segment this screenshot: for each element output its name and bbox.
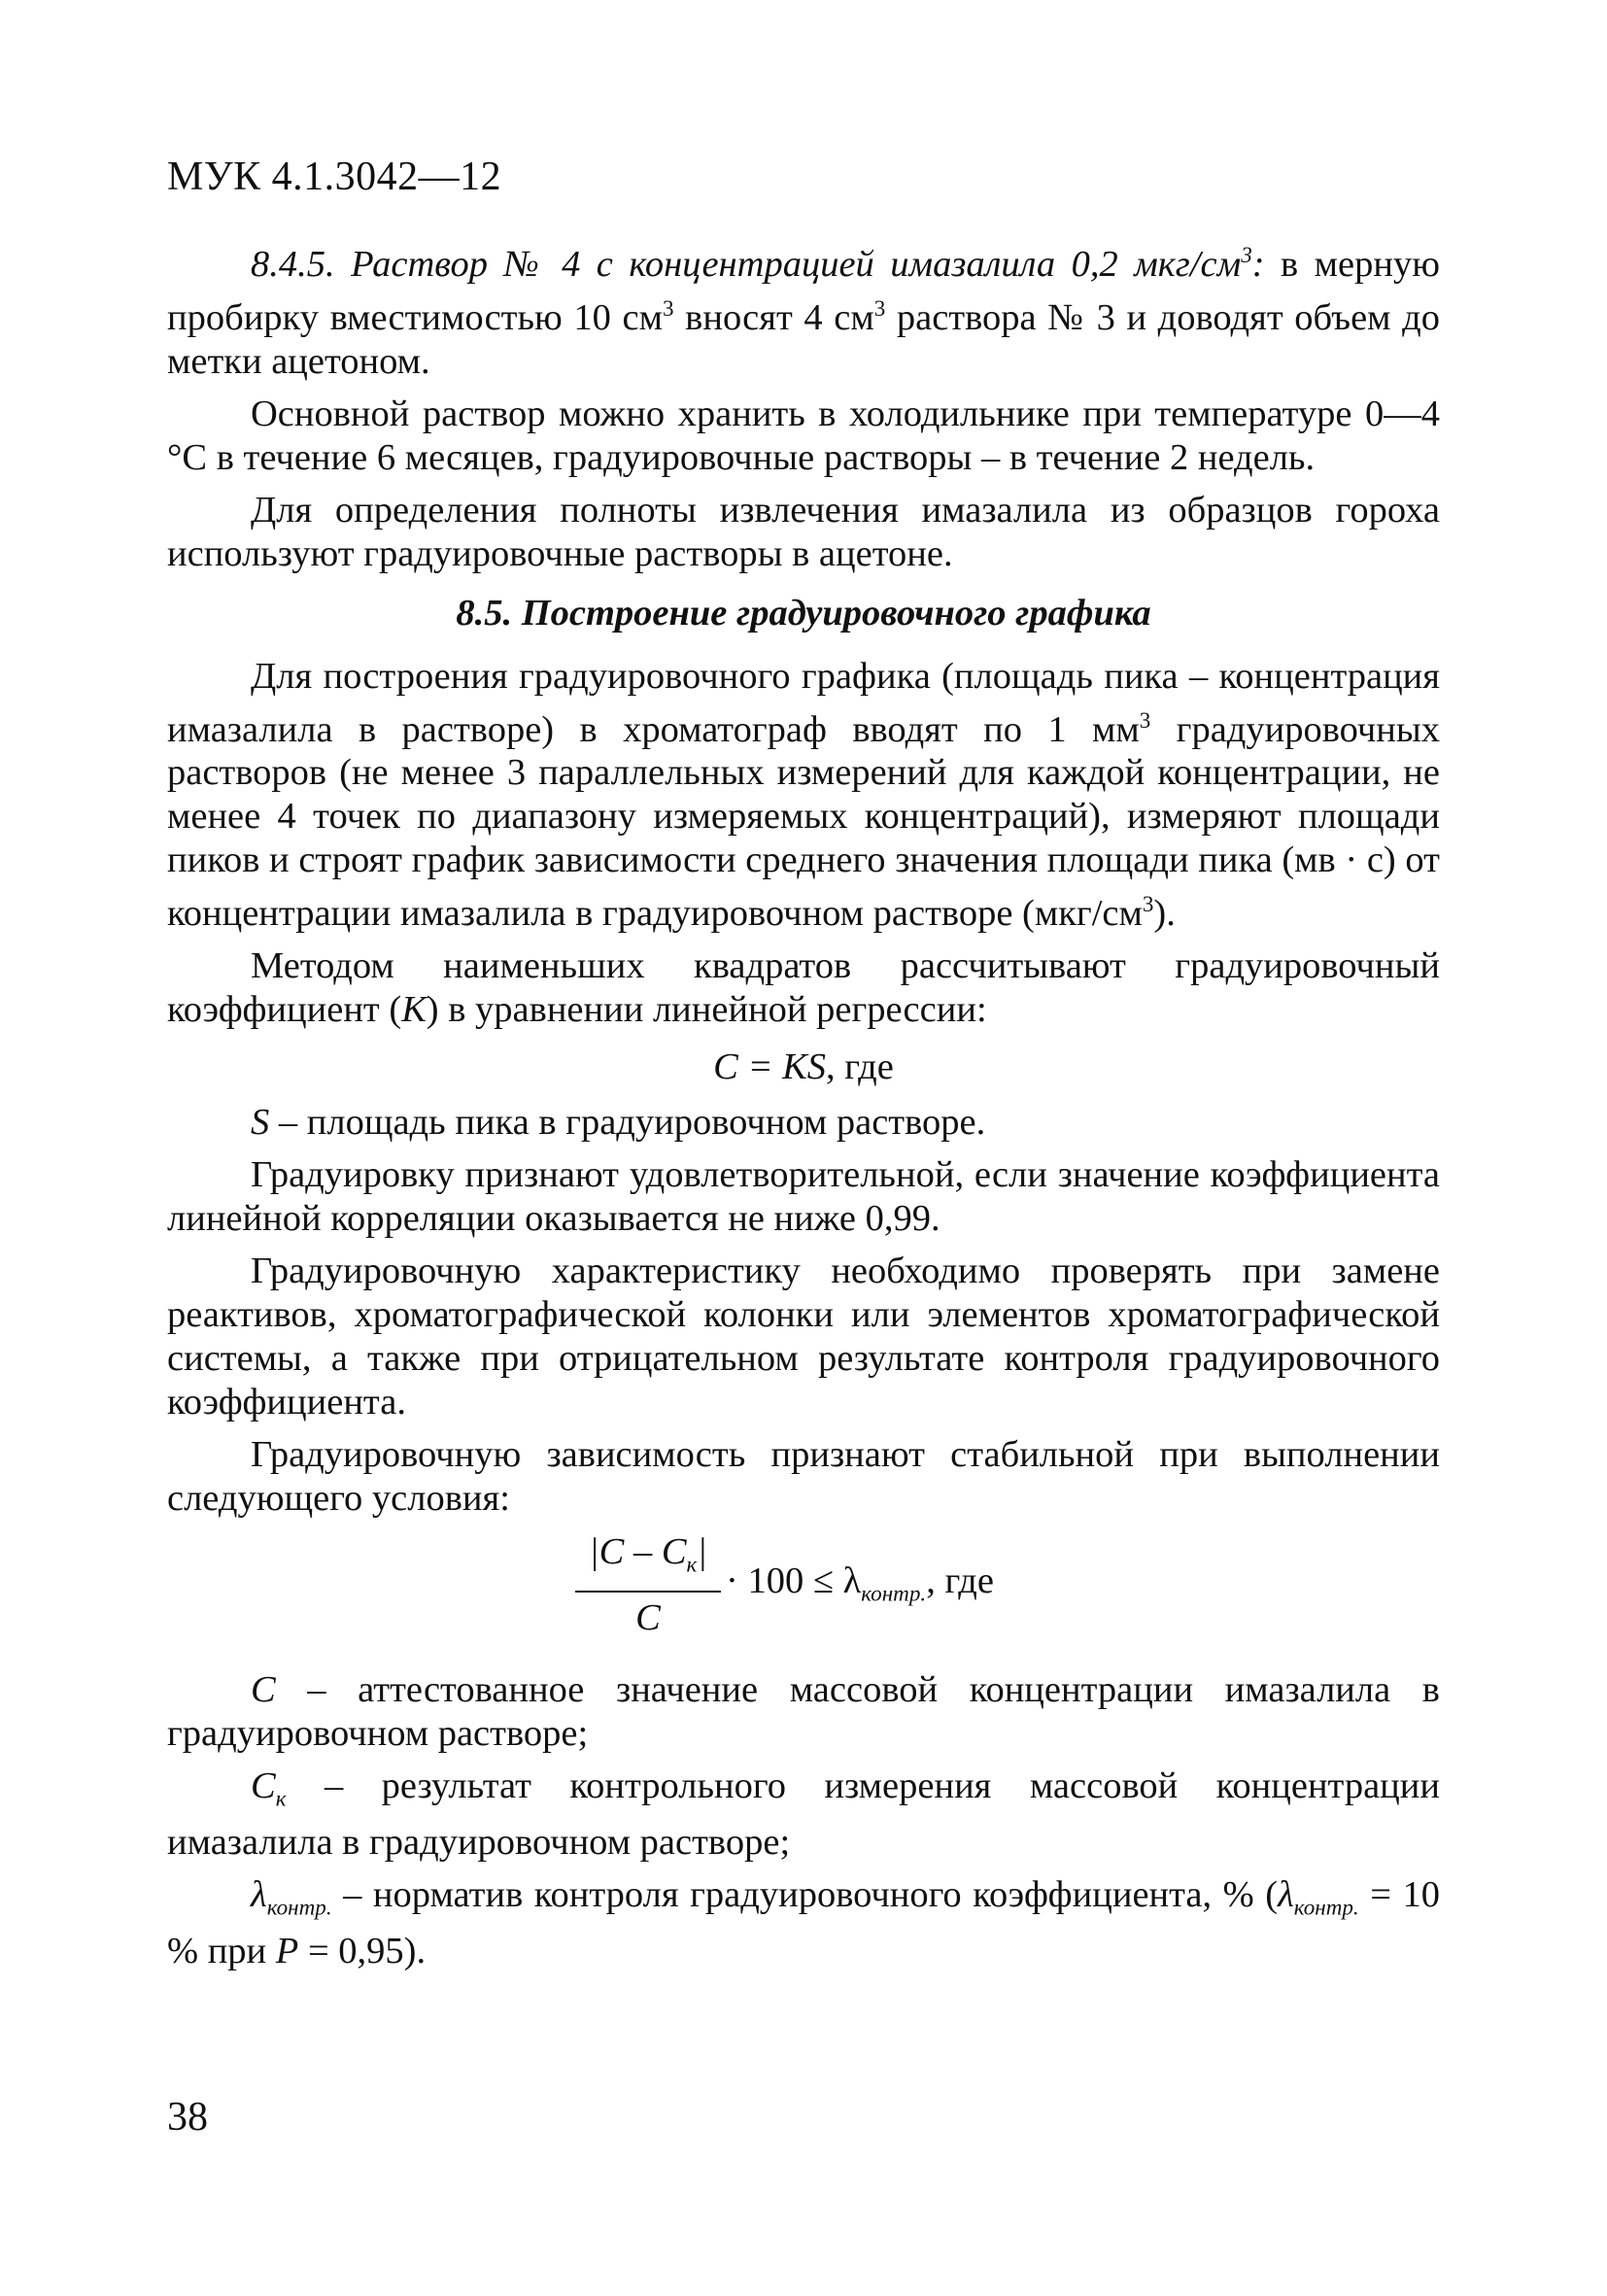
- solution-4-title: 8.4.5. Раствор № 4 с концентрацией имазалила 0,2 мкг/$см^3$:: [251, 242, 1265, 285]
- definition-ck: $С_к$ – результат контрольного измерения массовой концентрации имазалила в градуировочном растворе;: [167, 1765, 1440, 1863]
- page-body: [167, 233, 1440, 1982]
- fraction: [575, 1530, 721, 1640]
- paragraph-least-squares: Методом наименьших квадратов рассчитывают градуировочный коэффициент (К) в уравнении линейной регрессии:: [167, 945, 1440, 1031]
- paragraph-calibration-plot: Для построения градуировочного графика (площадь пика – концентрация имазалила в растворе) в хроматограф вводят по 1 $мм^3$ градуировочных растворов (не менее 3 параллельных измерений для каждой концентрации, не менее 4 точек по диапазону измеряемых концентраций), измеряют площади пиков и строят график зависимости среднего значения площади пика (мв · с) от концентрации имазалила в градуировочном растворе $(мкг/см^3)$.: [167, 655, 1441, 935]
- document-code-header: МУК 4.1.3042—12: [167, 154, 502, 199]
- definition-c: С – аттестованное значение массовой концентрации имазалила в градуировочном растворе;: [167, 1669, 1440, 1755]
- section-heading: 8.5. Построение градуировочного графика: [456, 592, 1151, 634]
- equation-stability: [167, 1530, 1440, 1647]
- fraction-numerator: $|C - C_к|$: [575, 1530, 721, 1593]
- paragraph-s-definition: S – площадь пика в градуировочном растворе.: [251, 1102, 986, 1144]
- paragraph-solution-4: 8.4.5. Раствор № 4 с концентрацией имазалила 0,2 мкг/$см^3$: в мерную пробирку вместимостью 10 $см^3$ вносят 4 $см^3$ раствора № 3 и доводят объем до метки ацетоном.: [167, 242, 1441, 382]
- equation-rhs: · $100 \le \lambda_{контр.}$, где: [726, 1560, 994, 1606]
- equation-regression: C = KS, где: [713, 1046, 894, 1088]
- paragraph-recovery: Для определения полноты извлечения имазалила из образцов гороха используют градуировочные растворы в ацетоне.: [167, 489, 1440, 574]
- paragraph-correlation: Градуировку признают удовлетворительной, если значение коэффициента линейной корреляции оказывается не ниже 0,99.: [167, 1154, 1440, 1240]
- paragraph-stability: Градуировочную зависимость признают стабильной при выполнении следующего условия:: [167, 1434, 1440, 1520]
- paragraph-check: Градуировочную характеристику необходимо проверять при замене реактивов, хроматографической колонки или элементов хроматографической системы, а также при отрицательном результате контроля градуировочного коэффициента.: [167, 1251, 1440, 1423]
- fraction-denominator: C: [635, 1597, 661, 1638]
- page-number: 38: [167, 2095, 208, 2140]
- paragraph-storage: Основной раствор можно хранить в холодильнике при температуре 0—4 °С в течение 6 месяцев, градуировочные растворы – в течение 2 недель.: [167, 393, 1440, 478]
- definition-lambda: $\lambda_{контр.}$ – норматив контроля градуировочного коэффициента, % ($\lambda_{контр.} = 10$ % при P = 0,95).: [167, 1874, 1440, 1971]
